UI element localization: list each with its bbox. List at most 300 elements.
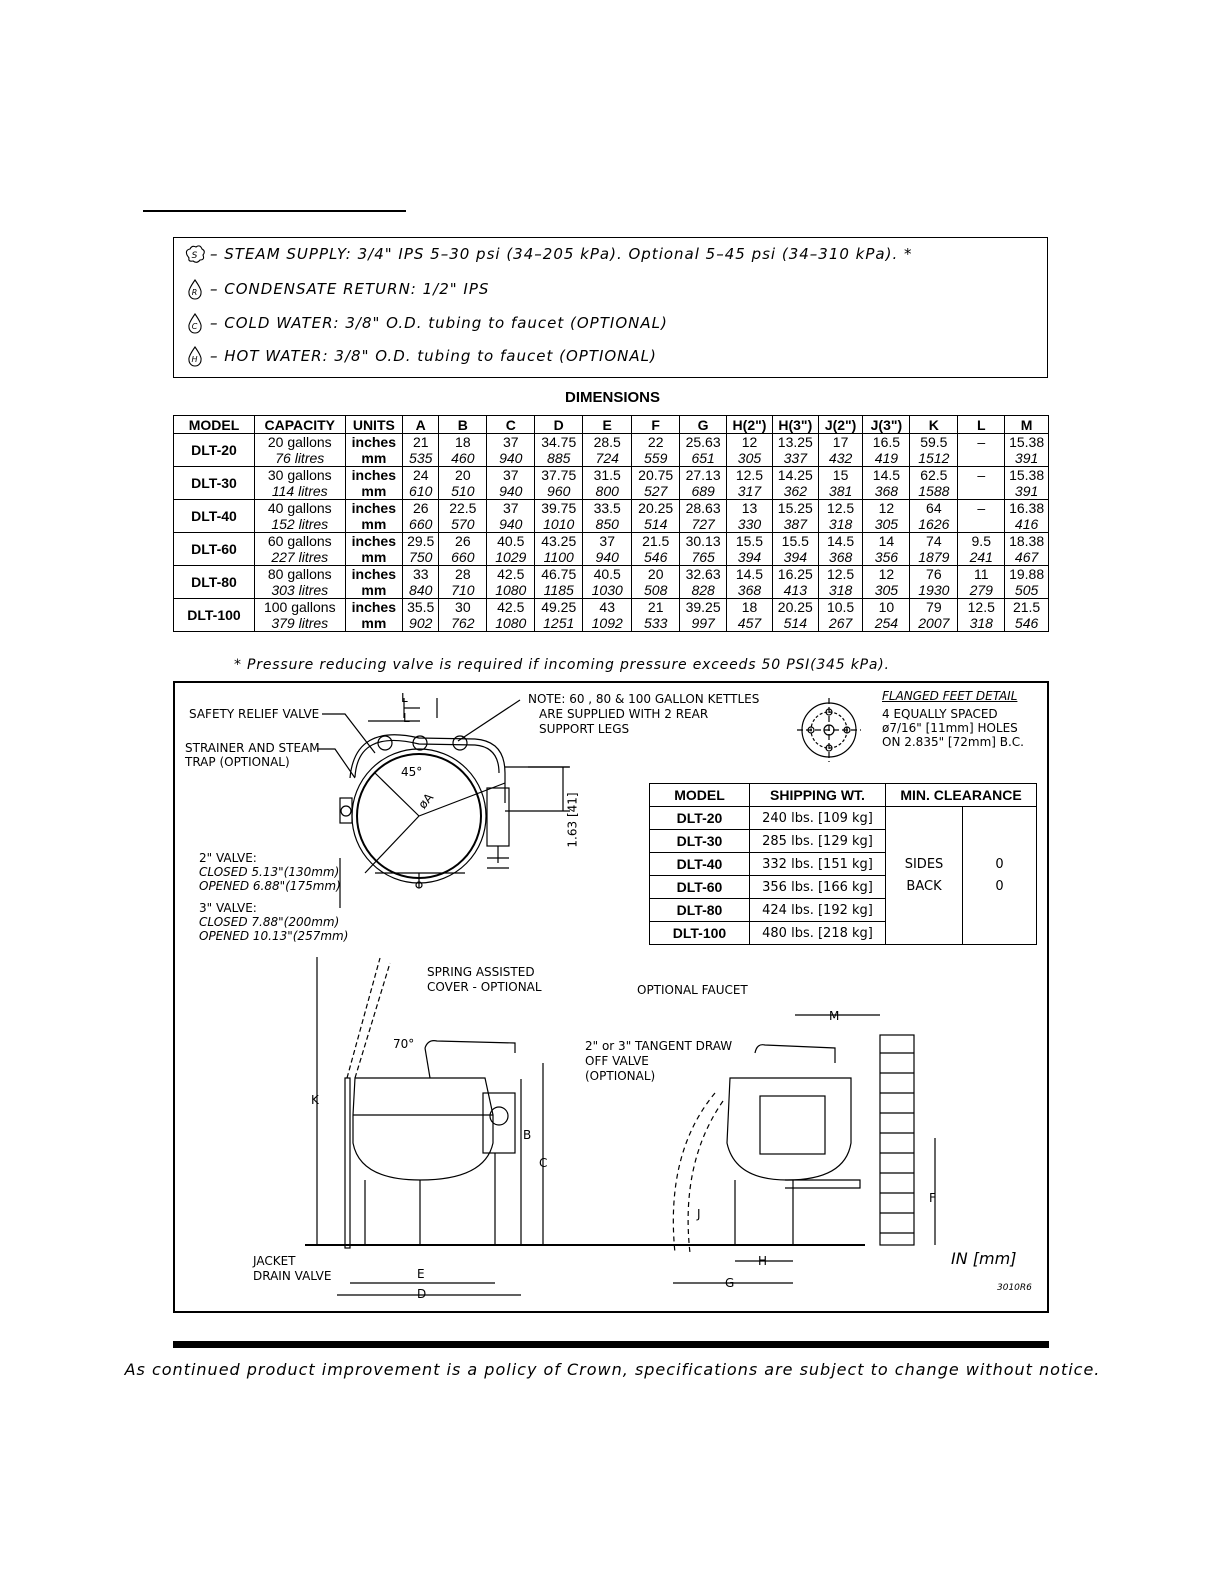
dim-value-mm: 660: [409, 516, 433, 532]
dim-value-mm: 940: [499, 483, 523, 499]
dim-value-in: 43: [599, 599, 615, 615]
ship-weight: 424 lbs. [192 kg]: [750, 899, 886, 922]
dim-value-in: 31.5: [593, 467, 621, 483]
label-valve3-closed: CLOSED 7.88"(200mm): [199, 915, 340, 929]
dim-value-in: 42.5: [497, 599, 525, 615]
ship-weight: 240 lbs. [109 kg]: [750, 807, 886, 830]
dim-value-in: 20.75: [638, 467, 674, 483]
label-jacket-1: JACKET: [253, 1254, 296, 1268]
dim-value-in: 18: [455, 434, 471, 450]
label-tangent-1: 2" or 3" TANGENT DRAW: [585, 1039, 733, 1053]
dim-capacity-l: 303 litres: [271, 582, 329, 598]
hot-water-text: – HOT WATER: 3/8" O.D. tubing to faucet (OPTIONAL): [210, 347, 657, 365]
dim-value-in: 37.75: [541, 467, 577, 483]
dim-header-cell: J(3"): [863, 416, 910, 434]
top-rule: [143, 210, 406, 212]
dim-value-in: 25.63: [685, 434, 721, 450]
dim-value-mm: 510: [451, 483, 475, 499]
dim-model: DLT-20: [191, 442, 237, 458]
label-faucet: OPTIONAL FAUCET: [637, 983, 748, 997]
dim-value-in: 28.63: [685, 500, 721, 516]
dim-capacity-gal: 100 gallons: [263, 599, 336, 615]
ship-weight: 480 lbs. [218 kg]: [750, 922, 886, 945]
label-strainer-2: TRAP (OPTIONAL): [185, 755, 290, 769]
dim-value-in: 33: [412, 566, 429, 582]
dim-table-row: [174, 434, 1049, 467]
dim-capacity-gal: 20 gallons: [267, 434, 332, 450]
dim-unit-in: inches: [351, 533, 397, 549]
dim-value-mm: 762: [451, 615, 475, 631]
dim-value-mm: 368: [737, 582, 762, 598]
back-value: 0: [995, 878, 1004, 894]
dim-value-in: 79: [926, 599, 942, 615]
dim-value-in: 15.38: [1009, 467, 1045, 483]
leader-safety-relief: [322, 714, 375, 753]
dim-value-in: 34.75: [541, 434, 577, 450]
label-valve2-title: 2" VALVE:: [199, 851, 257, 865]
dim-value-mm: 1010: [543, 516, 575, 532]
label-dim-a: øA: [415, 790, 437, 812]
label-dim-b: B: [523, 1128, 532, 1142]
dim-value-in: 15.5: [781, 533, 809, 549]
dim-value-in: 10.5: [826, 599, 855, 615]
dim-value-mm: 1626: [918, 516, 950, 532]
dim-value-in: 12.5: [967, 599, 995, 615]
dim-value-in: 37: [599, 533, 615, 549]
dim-header-cell: G: [680, 416, 727, 434]
steam-supply-line: [184, 243, 913, 265]
ship-model: DLT-40: [650, 853, 750, 876]
dim-value-in: –: [977, 434, 986, 450]
dim-header-cell: H(3"): [772, 416, 818, 434]
dim-value-mm: 514: [783, 615, 807, 631]
label-dim-m: M: [829, 1009, 840, 1023]
dim-value-mm: 254: [874, 615, 899, 631]
dim-capacity-l: 379 litres: [271, 615, 329, 631]
dim-value-mm: 559: [644, 450, 668, 466]
label-dim-h: H: [758, 1254, 768, 1268]
leader-note: [458, 700, 520, 741]
dim-header-cell: D: [535, 416, 583, 434]
dim-value-in: 12.5: [735, 467, 764, 483]
label-units: IN [mm]: [951, 1249, 1017, 1268]
label-safety-relief: SAFETY RELIEF VALVE: [189, 707, 320, 721]
dim-value-in: 46.75: [541, 566, 577, 582]
label-dim-163: 1.63 [41]: [565, 792, 580, 848]
hot-water-symbol-icon: [184, 345, 206, 367]
dim-value-mm: 651: [691, 450, 715, 466]
dim-value-in: 11: [973, 566, 989, 582]
dim-value-in: 62.5: [920, 467, 948, 483]
dim-value-mm: 800: [595, 483, 619, 499]
dim-value-in: 16.38: [1009, 500, 1045, 516]
dim-value-mm: 305: [737, 450, 762, 466]
label-dim-k: K: [311, 1093, 319, 1107]
dim-model: DLT-80: [191, 574, 237, 590]
ship-model: DLT-30: [650, 830, 750, 853]
label-dim-f: F: [929, 1191, 936, 1205]
dim-value-in: 74: [926, 533, 942, 549]
dim-capacity-l: 227 litres: [271, 549, 329, 565]
label-dim-j: J: [697, 1207, 701, 1221]
dim-value-mm: 413: [783, 582, 807, 598]
steam-supply-text: – STEAM SUPPLY: 3/4" IPS 5–30 psi (34–205 kPa). Optional 5–45 psi (34–310 kPa). *: [210, 245, 913, 263]
dim-value-mm: 727: [691, 516, 715, 532]
dim-value-mm: 724: [595, 450, 619, 466]
dim-value-mm: [958, 450, 1004, 466]
svg-text:R: R: [191, 288, 199, 297]
label-spring-2: COVER - OPTIONAL: [427, 980, 542, 994]
dim-value-in: 27.13: [685, 467, 721, 483]
dim-model: DLT-40: [191, 508, 237, 524]
dim-value-mm: 710: [451, 582, 475, 598]
dim-value-mm: 432: [828, 450, 853, 466]
dim-value-in: 14.25: [777, 467, 813, 483]
ship-header-clearance: MIN. CLEARANCE: [886, 784, 1037, 807]
dim-value-mm: 902: [409, 615, 433, 631]
dim-value-mm: 460: [451, 450, 475, 466]
side-view-left: [305, 957, 865, 1295]
dim-value-mm: 241: [969, 549, 993, 565]
ship-table-row: [650, 807, 1037, 830]
dim-value-in: 59.5: [920, 434, 948, 450]
dim-value-mm: [958, 516, 1004, 532]
dim-value-mm: 527: [644, 483, 668, 499]
footer-disclaimer: As continued product improvement is a policy of Crown, specifications are subject to change without notice.: [124, 1360, 1101, 1379]
dim-unit-in: inches: [351, 500, 397, 516]
side-view-right: [673, 1015, 935, 1283]
dim-header-cell: F: [632, 416, 680, 434]
dim-value-mm: 317: [737, 483, 762, 499]
label-spring-1: SPRING ASSISTED: [427, 965, 535, 979]
dim-model: DLT-100: [187, 607, 241, 623]
dim-value-mm: 1879: [918, 549, 950, 565]
leader-strainer: [317, 749, 355, 778]
dim-value-mm: 1080: [495, 615, 527, 631]
dim-value-mm: 533: [644, 615, 668, 631]
dim-value-mm: 610: [409, 483, 433, 499]
dim-value-in: 37: [502, 500, 519, 516]
dim-value-in: 32.63: [685, 566, 721, 582]
dim-header-cell: MODEL: [174, 416, 255, 434]
dim-value-mm: 940: [499, 516, 523, 532]
dim-value-in: 30: [455, 599, 471, 615]
label-note-1: NOTE: 60 , 80 & 100 GALLON KETTLES: [528, 692, 760, 706]
dim-value-mm: 940: [595, 549, 619, 565]
dim-value-mm: 330: [737, 516, 762, 532]
dim-value-in: 37: [502, 434, 519, 450]
drawing-panel: [173, 681, 1049, 1313]
label-valve3-opened: OPENED 10.13"(257mm): [199, 929, 349, 943]
hot-water-line: [184, 345, 657, 367]
ship-model: DLT-60: [650, 876, 750, 899]
dim-value-mm: 2007: [918, 615, 950, 631]
dim-value-in: 16.25: [777, 566, 813, 582]
dim-value-mm: 1251: [543, 615, 575, 631]
dim-value-in: 20.25: [777, 599, 813, 615]
dim-value-mm: 1080: [495, 582, 527, 598]
dim-value-mm: 514: [644, 516, 668, 532]
dim-value-mm: [958, 483, 1004, 499]
dim-value-mm: 850: [595, 516, 619, 532]
dim-value-in: 30.13: [685, 533, 721, 549]
label-flange-2: ø7/16" [11mm] HOLES: [882, 721, 1018, 735]
dim-value-in: 21.5: [1012, 599, 1041, 615]
dim-value-in: 10: [878, 599, 895, 615]
dim-value-in: 18: [741, 599, 758, 615]
clearance-labels: [886, 807, 963, 945]
svg-text:S: S: [191, 251, 199, 261]
dim-value-in: 13.25: [777, 434, 813, 450]
condensate-return-line: [184, 278, 489, 300]
dim-value-mm: 1588: [918, 483, 950, 499]
dim-value-in: 39.75: [541, 500, 577, 516]
dim-value-mm: 1029: [495, 549, 527, 565]
dim-capacity-gal: 80 gallons: [267, 566, 332, 582]
label-note-3: SUPPORT LEGS: [539, 722, 630, 736]
dim-value-mm: 279: [969, 582, 993, 598]
ship-weight: 356 lbs. [166 kg]: [750, 876, 886, 899]
dim-value-in: 21.5: [642, 533, 670, 549]
dim-value-mm: 394: [737, 549, 762, 565]
dim-value-mm: 765: [691, 549, 715, 565]
dim-value-mm: 660: [451, 549, 475, 565]
dim-value-mm: 391: [1014, 483, 1039, 499]
svg-text:C: C: [191, 322, 199, 331]
dim-value-in: 19.88: [1009, 566, 1045, 582]
label-valve2-opened: OPENED 6.88"(175mm): [199, 879, 341, 893]
dimensions-table: [173, 415, 1049, 632]
dim-value-mm: 391: [1014, 450, 1039, 466]
label-angle-45: 45°: [401, 765, 423, 779]
kettle-drawing: [175, 683, 1047, 1311]
dim-value-in: 16.5: [872, 434, 901, 450]
top-view: [340, 698, 570, 908]
label-jacket-2: DRAIN VALVE: [253, 1269, 332, 1283]
clearance-values: [963, 807, 1037, 945]
dim-value-in: 35.5: [407, 599, 435, 615]
dim-value-mm: 394: [783, 549, 807, 565]
dim-unit-mm: mm: [361, 516, 387, 532]
dim-value-in: 39.25: [685, 599, 721, 615]
dim-value-mm: 1512: [918, 450, 950, 466]
dim-header-cell: L: [958, 416, 1005, 434]
steam-symbol-icon: [184, 243, 206, 265]
ship-model: DLT-80: [650, 899, 750, 922]
dim-value-mm: 305: [874, 582, 899, 598]
cold-water-line: [184, 312, 668, 334]
dim-value-in: 28.5: [593, 434, 621, 450]
dim-value-in: 42.5: [497, 566, 525, 582]
dim-unit-mm: mm: [361, 615, 387, 631]
dim-unit-in: inches: [351, 566, 397, 582]
dim-value-mm: 997: [691, 615, 715, 631]
dim-value-mm: 457: [737, 615, 762, 631]
dim-table-row: [174, 566, 1049, 599]
dim-header-cell: E: [583, 416, 632, 434]
dim-value-in: 15.5: [735, 533, 764, 549]
dim-capacity-gal: 40 gallons: [267, 500, 332, 516]
dim-value-in: 37: [502, 467, 519, 483]
dim-value-mm: 689: [691, 483, 715, 499]
label-tangent-2: OFF VALVE: [585, 1054, 649, 1068]
dim-value-mm: 387: [783, 516, 807, 532]
dim-value-in: 14: [878, 533, 895, 549]
label-dim-c: C: [539, 1156, 548, 1170]
dim-value-in: 40.5: [593, 566, 621, 582]
dim-value-in: 21: [412, 434, 429, 450]
dim-value-mm: 535: [409, 450, 433, 466]
flange-detail: [797, 698, 861, 762]
dim-header-cell: J(2"): [818, 416, 863, 434]
dim-unit-mm: mm: [361, 483, 387, 499]
label-strainer-1: STRAINER AND STEAM: [185, 741, 320, 755]
dim-unit-in: inches: [351, 434, 397, 450]
dim-value-mm: 570: [451, 516, 475, 532]
dim-table-row: [174, 500, 1049, 533]
dim-header-cell: H(2"): [727, 416, 773, 434]
dim-value-mm: 416: [1014, 516, 1039, 532]
dim-unit-mm: mm: [361, 549, 387, 565]
dim-value-mm: 318: [828, 582, 853, 598]
dim-value-in: 64: [926, 500, 942, 516]
pressure-note: * Pressure reducing valve is required if incoming pressure exceeds 50 PSI(345 kPa).: [234, 657, 890, 673]
dim-unit-in: inches: [351, 467, 397, 483]
dim-value-in: 26: [455, 533, 471, 549]
dim-value-in: 14.5: [735, 566, 764, 582]
dim-value-in: 9.5: [971, 533, 991, 549]
label-flange-title: FLANGED FEET DETAIL: [882, 689, 1018, 703]
connections-legend: [173, 237, 1048, 378]
dim-value-in: 17: [832, 434, 849, 450]
label-valve2-closed: CLOSED 5.13"(130mm): [199, 865, 340, 879]
dim-value-in: 22: [647, 434, 664, 450]
dim-value-in: 15.25: [777, 500, 813, 516]
dim-value-in: 20: [455, 467, 471, 483]
dim-value-mm: 1185: [543, 582, 574, 598]
dim-value-in: 12.5: [826, 566, 855, 582]
label-flange-1: 4 EQUALLY SPACED: [882, 707, 998, 721]
label-dim-l-2: L: [403, 711, 410, 725]
dim-capacity-l: 76 litres: [275, 450, 325, 466]
dim-table-row: [174, 467, 1049, 500]
sides-value: 0: [995, 856, 1004, 872]
dim-value-mm: 356: [874, 549, 899, 565]
label-flange-3: ON 2.835" [72mm] B.C.: [882, 735, 1024, 749]
dim-value-in: 28: [455, 566, 471, 582]
dim-value-in: 12: [878, 566, 895, 582]
label-note-2: ARE SUPPLIED WITH 2 REAR: [539, 707, 709, 721]
dim-value-in: 43.25: [541, 533, 577, 549]
dim-value-in: 26: [412, 500, 429, 516]
dim-value-in: 22.5: [449, 500, 477, 516]
dim-value-mm: 337: [783, 450, 807, 466]
dim-capacity-gal: 60 gallons: [267, 533, 332, 549]
label-dim-e: E: [417, 1267, 425, 1281]
dim-value-in: 40.5: [497, 533, 525, 549]
dim-value-mm: 750: [409, 549, 433, 565]
dim-value-mm: 362: [783, 483, 807, 499]
dim-header-cell: UNITS: [345, 416, 403, 434]
dim-value-mm: 318: [969, 615, 993, 631]
label-dim-l-1: L: [401, 691, 408, 705]
dim-unit-mm: mm: [361, 450, 387, 466]
dim-value-in: 24: [412, 467, 429, 483]
condensate-symbol-icon: [184, 278, 206, 300]
dim-header-cell: M: [1005, 416, 1049, 434]
dim-value-mm: 840: [409, 582, 433, 598]
label-valve3-title: 3" VALVE:: [199, 901, 257, 915]
dim-unit-in: inches: [351, 599, 397, 615]
dim-value-mm: 828: [691, 582, 715, 598]
dim-value-in: –: [977, 467, 986, 483]
label-dim-d: D: [417, 1287, 427, 1301]
dim-model: DLT-60: [191, 541, 237, 557]
dim-value-in: 20: [647, 566, 664, 582]
dim-value-mm: 1100: [543, 549, 574, 565]
dim-value-mm: 381: [828, 483, 853, 499]
sides-label: SIDES: [904, 856, 944, 872]
back-label: BACK: [906, 878, 942, 894]
label-dim-g: G: [725, 1276, 735, 1290]
dim-value-in: 49.25: [541, 599, 577, 615]
ship-header-weight: SHIPPING WT.: [750, 784, 886, 807]
dim-value-mm: 368: [874, 483, 899, 499]
dim-value-mm: 267: [828, 615, 853, 631]
dim-unit-mm: mm: [361, 582, 387, 598]
dim-value-in: 21: [647, 599, 664, 615]
ship-model: DLT-100: [650, 922, 750, 945]
dim-capacity-l: 152 litres: [271, 516, 329, 532]
dim-header-cell: CAPACITY: [254, 416, 345, 434]
bottom-bar: [173, 1341, 1049, 1348]
dim-value-in: 29.5: [407, 533, 435, 549]
dim-value-mm: 1030: [591, 582, 623, 598]
dimensions-title: DIMENSIONS: [564, 389, 660, 406]
dim-value-in: 12: [741, 434, 758, 450]
dim-value-mm: 508: [644, 582, 668, 598]
dim-header-cell: C: [487, 416, 535, 434]
dim-value-in: 15: [832, 467, 849, 483]
dim-value-mm: 1092: [591, 615, 623, 631]
dimensions-header-row: [174, 416, 1049, 434]
ship-model: DLT-20: [650, 807, 750, 830]
dim-value-in: 14.5: [826, 533, 855, 549]
label-tangent-3: (OPTIONAL): [585, 1069, 656, 1083]
dim-value-mm: 546: [644, 549, 668, 565]
dim-value-mm: 1930: [918, 582, 950, 598]
dim-header-cell: A: [403, 416, 439, 434]
shipping-table: [649, 783, 1037, 945]
dim-value-mm: 960: [547, 483, 571, 499]
dim-value-mm: 467: [1014, 549, 1039, 565]
ship-weight: 332 lbs. [151 kg]: [750, 853, 886, 876]
dim-value-in: –: [977, 500, 986, 516]
dim-value-mm: 546: [1014, 615, 1039, 631]
dim-value-mm: 305: [874, 516, 899, 532]
dim-value-mm: 885: [547, 450, 571, 466]
dim-header-cell: B: [439, 416, 487, 434]
cold-water-symbol-icon: [184, 312, 206, 334]
dim-value-in: 13: [741, 500, 758, 516]
dim-value-in: 18.38: [1009, 533, 1045, 549]
ship-header-model: MODEL: [650, 784, 750, 807]
ship-weight: 285 lbs. [129 kg]: [750, 830, 886, 853]
cold-water-text: – COLD WATER: 3/8" O.D. tubing to faucet (OPTIONAL): [210, 314, 668, 332]
dim-value-in: 20.25: [638, 500, 674, 516]
label-drawing-no: 3010R6: [997, 1283, 1032, 1293]
label-angle-70: 70°: [393, 1037, 415, 1051]
